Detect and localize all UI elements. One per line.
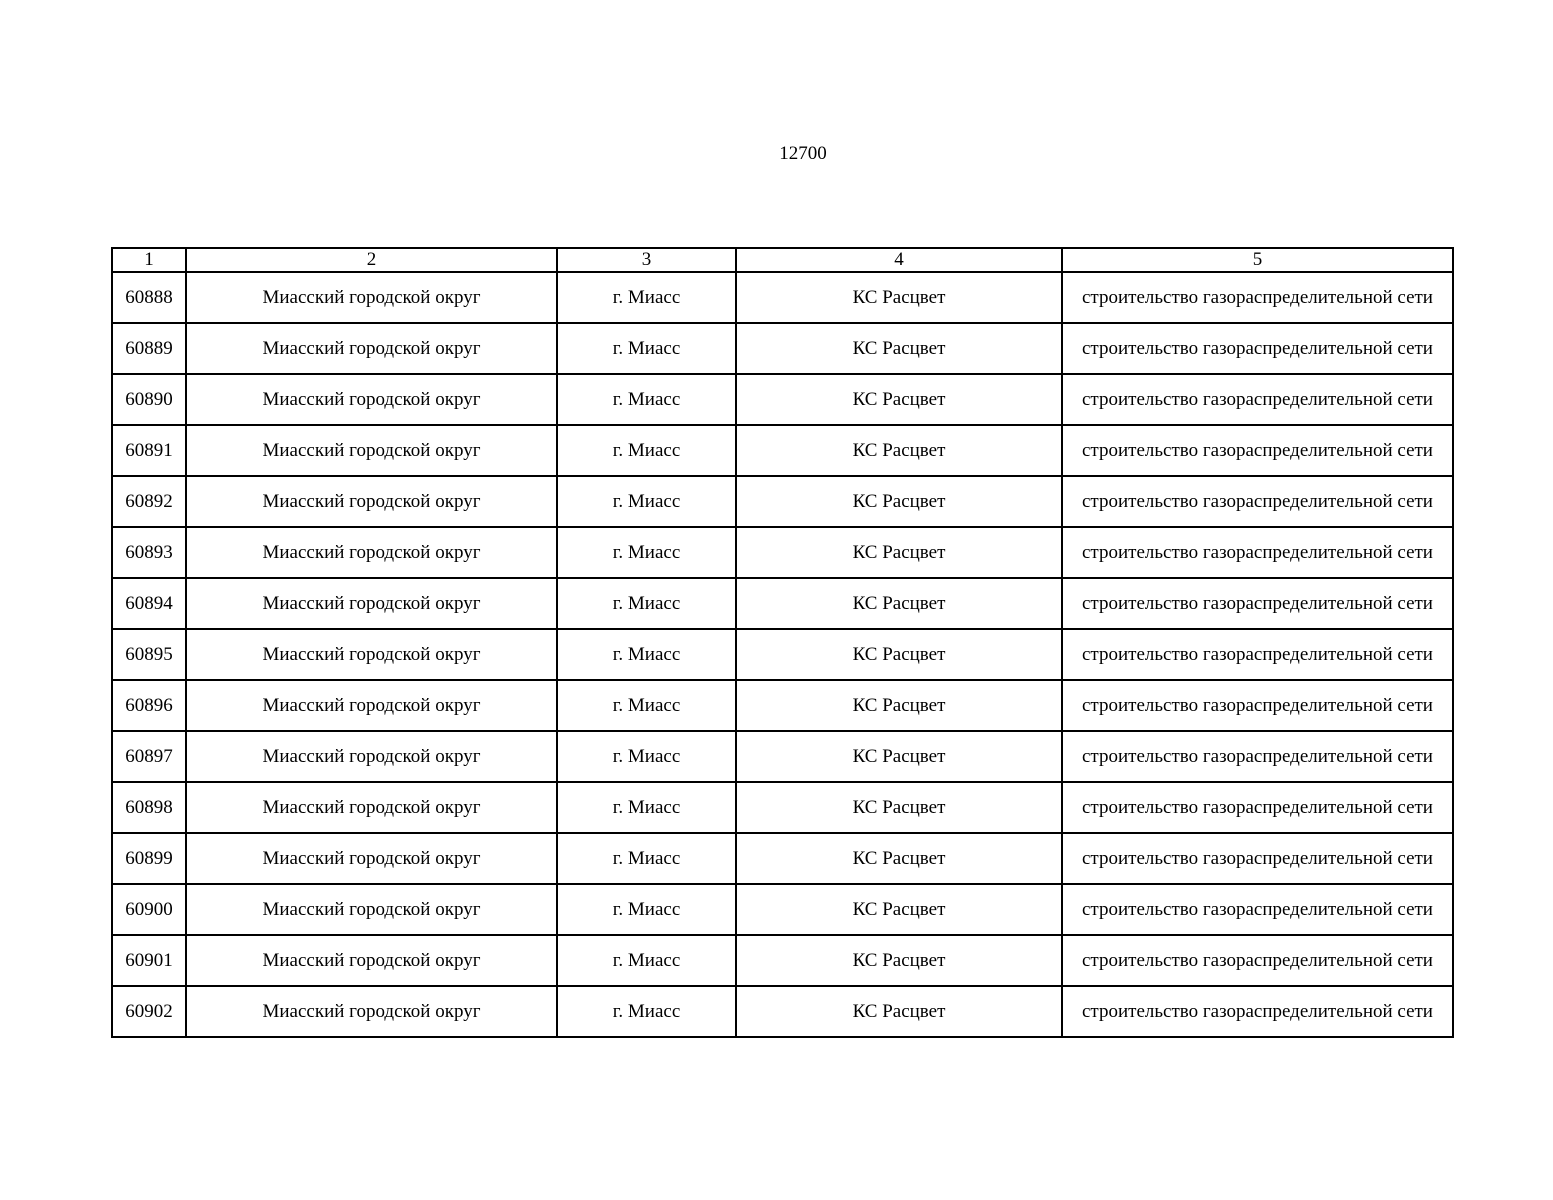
municipality-cell: Миасский городской округ xyxy=(186,935,557,986)
row-number-cell: 60898 xyxy=(112,782,186,833)
object-name-cell: КС Расцвет xyxy=(736,629,1062,680)
settlement-cell: г. Миасс xyxy=(557,323,736,374)
municipality-cell: Миасский городской округ xyxy=(186,680,557,731)
object-name-cell: КС Расцвет xyxy=(736,425,1062,476)
column-number-4: 4 xyxy=(736,248,1062,272)
work-type-cell: строительство газораспределительной сети xyxy=(1062,425,1453,476)
settlement-cell: г. Миасс xyxy=(557,935,736,986)
object-name-cell: КС Расцвет xyxy=(736,578,1062,629)
row-number-cell: 60893 xyxy=(112,527,186,578)
table-row xyxy=(112,476,1453,527)
work-type-cell: строительство газораспределительной сети xyxy=(1062,833,1453,884)
settlement-cell: г. Миасс xyxy=(557,476,736,527)
object-name-cell: КС Расцвет xyxy=(736,374,1062,425)
settlement-cell: г. Миасс xyxy=(557,578,736,629)
municipality-cell: Миасский городской округ xyxy=(186,578,557,629)
row-number-cell: 60892 xyxy=(112,476,186,527)
municipality-cell: Миасский городской округ xyxy=(186,323,557,374)
table-row xyxy=(112,374,1453,425)
settlement-cell: г. Миасс xyxy=(557,986,736,1037)
settlement-cell: г. Миасс xyxy=(557,272,736,323)
municipality-cell: Миасский городской округ xyxy=(186,986,557,1037)
municipality-cell: Миасский городской округ xyxy=(186,884,557,935)
row-number-cell: 60900 xyxy=(112,884,186,935)
object-name-cell: КС Расцвет xyxy=(736,782,1062,833)
object-name-cell: КС Расцвет xyxy=(736,935,1062,986)
object-name-cell: КС Расцвет xyxy=(736,884,1062,935)
work-type-cell: строительство газораспределительной сети xyxy=(1062,272,1453,323)
row-number-cell: 60899 xyxy=(112,833,186,884)
settlement-cell: г. Миасс xyxy=(557,425,736,476)
object-name-cell: КС Расцвет xyxy=(736,527,1062,578)
work-type-cell: строительство газораспределительной сети xyxy=(1062,476,1453,527)
work-type-cell: строительство газораспределительной сети xyxy=(1062,680,1453,731)
row-number-cell: 60897 xyxy=(112,731,186,782)
settlement-cell: г. Миасс xyxy=(557,782,736,833)
row-number-cell: 60890 xyxy=(112,374,186,425)
municipality-cell: Миасский городской округ xyxy=(186,425,557,476)
table-row xyxy=(112,272,1453,323)
object-name-cell: КС Расцвет xyxy=(736,323,1062,374)
table-row xyxy=(112,884,1453,935)
column-number-2: 2 xyxy=(186,248,557,272)
row-number-cell: 60889 xyxy=(112,323,186,374)
object-name-cell: КС Расцвет xyxy=(736,986,1062,1037)
settlement-cell: г. Миасс xyxy=(557,680,736,731)
settlement-cell: г. Миасс xyxy=(557,629,736,680)
work-type-cell: строительство газораспределительной сети xyxy=(1062,935,1453,986)
row-number-cell: 60902 xyxy=(112,986,186,1037)
work-type-cell: строительство газораспределительной сети xyxy=(1062,731,1453,782)
table-row xyxy=(112,323,1453,374)
row-number-cell: 60901 xyxy=(112,935,186,986)
municipality-cell: Миасский городской округ xyxy=(186,782,557,833)
work-type-cell: строительство газораспределительной сети xyxy=(1062,578,1453,629)
column-number-3: 3 xyxy=(557,248,736,272)
registry-table-body xyxy=(112,248,1453,1037)
table-row xyxy=(112,629,1453,680)
object-name-cell: КС Расцвет xyxy=(736,731,1062,782)
work-type-cell: строительство газораспределительной сети xyxy=(1062,629,1453,680)
settlement-cell: г. Миасс xyxy=(557,731,736,782)
settlement-cell: г. Миасс xyxy=(557,833,736,884)
settlement-cell: г. Миасс xyxy=(557,884,736,935)
work-type-cell: строительство газораспределительной сети xyxy=(1062,527,1453,578)
municipality-cell: Миасский городской округ xyxy=(186,629,557,680)
municipality-cell: Миасский городской округ xyxy=(186,527,557,578)
column-number-row xyxy=(112,248,1453,272)
row-number-cell: 60895 xyxy=(112,629,186,680)
work-type-cell: строительство газораспределительной сети xyxy=(1062,782,1453,833)
work-type-cell: строительство газораспределительной сети xyxy=(1062,323,1453,374)
table-row xyxy=(112,833,1453,884)
municipality-cell: Миасский городской округ xyxy=(186,833,557,884)
table-row xyxy=(112,731,1453,782)
column-number-1: 1 xyxy=(112,248,186,272)
municipality-cell: Миасский городской округ xyxy=(186,374,557,425)
work-type-cell: строительство газораспределительной сети xyxy=(1062,884,1453,935)
settlement-cell: г. Миасс xyxy=(557,527,736,578)
object-name-cell: КС Расцвет xyxy=(736,680,1062,731)
municipality-cell: Миасский городской округ xyxy=(186,272,557,323)
row-number-cell: 60891 xyxy=(112,425,186,476)
table-row xyxy=(112,782,1453,833)
municipality-cell: Миасский городской округ xyxy=(186,731,557,782)
table-row xyxy=(112,527,1453,578)
column-number-5: 5 xyxy=(1062,248,1453,272)
object-name-cell: КС Расцвет xyxy=(736,833,1062,884)
registry-table xyxy=(111,247,1454,1038)
table-row xyxy=(112,578,1453,629)
row-number-cell: 60896 xyxy=(112,680,186,731)
municipality-cell: Миасский городской округ xyxy=(186,476,557,527)
work-type-cell: строительство газораспределительной сети xyxy=(1062,986,1453,1037)
page-number: 12700 xyxy=(779,143,827,164)
row-number-cell: 60894 xyxy=(112,578,186,629)
table-row xyxy=(112,425,1453,476)
work-type-cell: строительство газораспределительной сети xyxy=(1062,374,1453,425)
table-row xyxy=(112,935,1453,986)
table-row xyxy=(112,986,1453,1037)
row-number-cell: 60888 xyxy=(112,272,186,323)
settlement-cell: г. Миасс xyxy=(557,374,736,425)
table-row xyxy=(112,680,1453,731)
object-name-cell: КС Расцвет xyxy=(736,476,1062,527)
object-name-cell: КС Расцвет xyxy=(736,272,1062,323)
